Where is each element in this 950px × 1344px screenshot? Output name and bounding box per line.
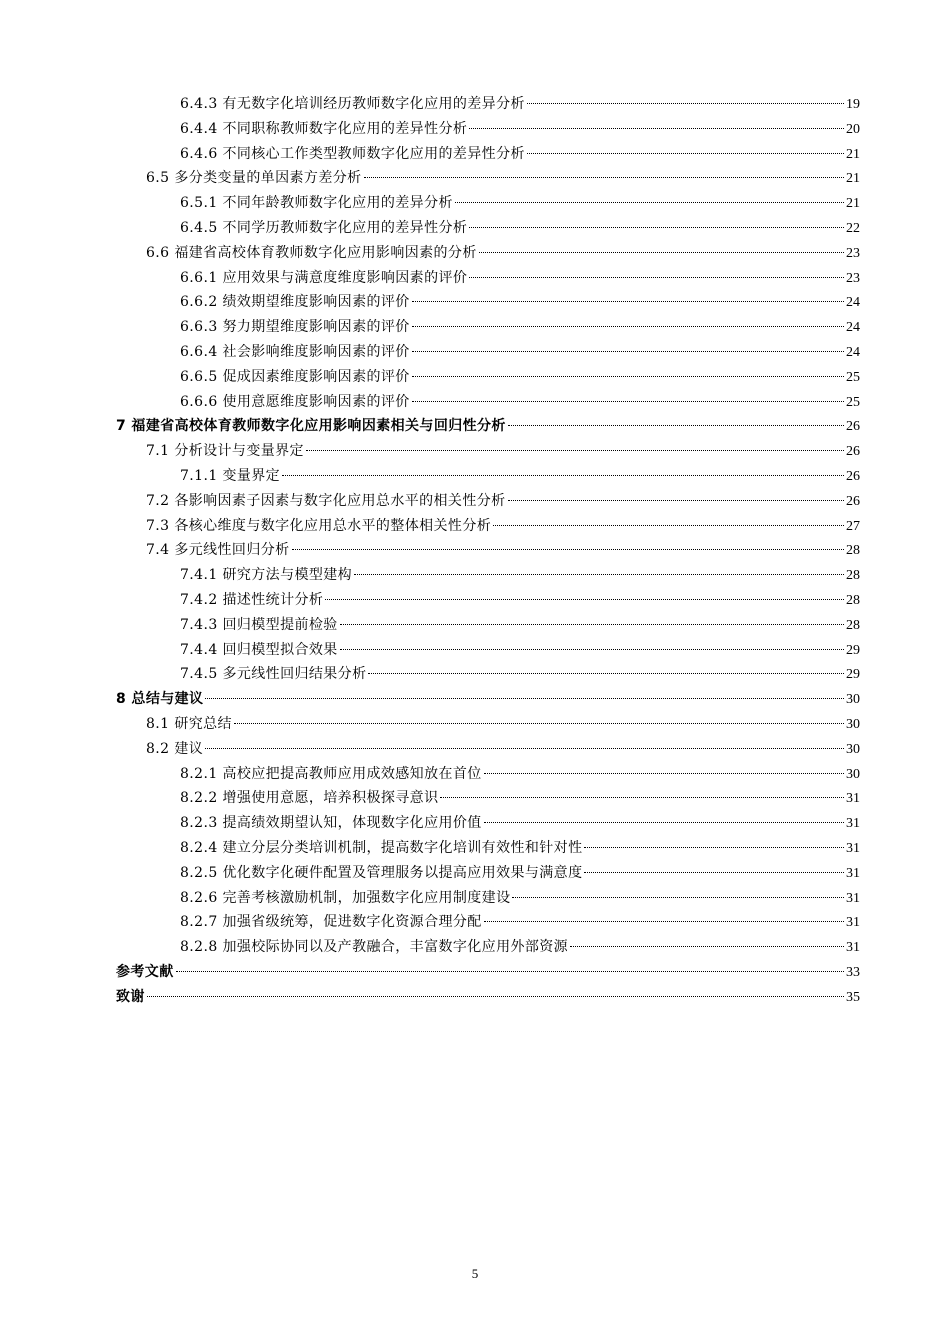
dot-leader <box>282 475 844 476</box>
dot-leader <box>508 425 844 426</box>
toc-entry-page: 20 <box>846 121 860 137</box>
toc-entry[interactable] <box>116 588 860 613</box>
toc-entry-title: 7 福建省高校体育教师数字化应用影响因素相关与回归性分析 <box>116 418 506 435</box>
toc-entry-page: 28 <box>846 592 860 608</box>
toc-entry[interactable] <box>116 762 860 787</box>
toc-entry-title: 7.2 各影响因素子因素与数字化应用总水平的相关性分析 <box>146 492 506 509</box>
toc-entry-title: 6.6.3 努力期望维度影响因素的评价 <box>180 319 410 336</box>
toc-entry-page: 24 <box>846 295 860 311</box>
dot-leader <box>527 153 844 154</box>
toc-entry[interactable] <box>116 861 860 886</box>
toc-entry[interactable] <box>116 191 860 216</box>
dot-leader <box>147 996 844 997</box>
dot-leader <box>364 177 844 178</box>
toc-entry-page: 28 <box>846 568 860 584</box>
toc-entry-title: 6.6.4 社会影响维度影响因素的评价 <box>180 343 410 360</box>
toc-entry-page: 31 <box>846 791 860 807</box>
toc-entry-title: 致谢 <box>116 988 145 1005</box>
toc-entry-page: 30 <box>846 766 860 782</box>
toc-entry[interactable] <box>116 786 860 811</box>
dot-leader <box>484 822 844 823</box>
toc-entry-title: 8 总结与建议 <box>116 691 204 708</box>
toc-entry-title: 6.6 福建省高校体育教师数字化应用影响因素的分析 <box>146 244 477 261</box>
toc-entry[interactable] <box>116 315 860 340</box>
toc-entry-page: 25 <box>846 369 860 385</box>
toc-entry[interactable] <box>116 340 860 365</box>
toc-entry-title: 8.2.2 增强使用意愿，培养积极探寻意识 <box>180 790 439 807</box>
toc-entry[interactable] <box>116 737 860 762</box>
toc-entry-title: 8.2.1 高校应把提高教师应用成效感知放在首位 <box>180 765 482 782</box>
toc-entry-page: 31 <box>846 890 860 906</box>
toc-entry[interactable] <box>116 886 860 911</box>
toc-entry-title: 7.4.5 多元线性回归结果分析 <box>180 666 367 683</box>
toc-entry-page: 30 <box>846 716 860 732</box>
toc-entry[interactable] <box>116 960 860 985</box>
toc-entry-title: 参考文献 <box>116 963 174 980</box>
toc-entry-page: 23 <box>846 270 860 286</box>
dot-leader <box>205 748 844 749</box>
toc-entry[interactable] <box>116 662 860 687</box>
toc-entry-title: 7.4.4 回归模型拟合效果 <box>180 641 338 658</box>
dot-leader <box>584 872 844 873</box>
dot-leader <box>469 277 844 278</box>
toc-entry[interactable] <box>116 538 860 563</box>
toc-entry-page: 29 <box>846 667 860 683</box>
page-number: 5 <box>471 1266 479 1281</box>
toc-entry-page: 35 <box>846 989 860 1005</box>
toc-entry-page: 28 <box>846 617 860 633</box>
toc-entry-page: 21 <box>846 196 860 212</box>
toc-entry[interactable] <box>116 613 860 638</box>
toc-entry[interactable] <box>116 836 860 861</box>
toc-entry[interactable] <box>116 811 860 836</box>
dot-leader <box>412 351 844 352</box>
toc-entry-title: 8.2.7 加强省级统筹，促进数字化资源合理分配 <box>180 914 482 931</box>
dot-leader <box>493 525 844 526</box>
dot-leader <box>292 549 844 550</box>
toc-entry-title: 6.4.5 不同学历教师数字化应用的差异性分析 <box>180 219 468 236</box>
toc-entry-title: 8.2 建议 <box>146 740 204 757</box>
toc-entry-page: 24 <box>846 344 860 360</box>
toc-entry[interactable] <box>116 266 860 291</box>
toc-entry-title: 8.2.3 提高绩效期望认知，体现数字化应用价值 <box>180 815 482 832</box>
toc-entry[interactable] <box>116 439 860 464</box>
toc-entry[interactable] <box>116 390 860 415</box>
toc-entry-page: 30 <box>846 692 860 708</box>
dot-leader <box>234 723 844 724</box>
dot-leader <box>455 202 844 203</box>
dot-leader <box>412 376 844 377</box>
dot-leader <box>306 450 844 451</box>
dot-leader <box>412 326 844 327</box>
dot-leader <box>469 128 844 129</box>
toc-entry[interactable] <box>116 935 860 960</box>
toc-entry[interactable] <box>116 910 860 935</box>
dot-leader <box>584 847 844 848</box>
dot-leader <box>479 252 844 253</box>
toc-entry[interactable] <box>116 117 860 142</box>
toc-entry[interactable] <box>116 985 860 1010</box>
dot-leader <box>527 103 844 104</box>
toc-entry-page: 31 <box>846 816 860 832</box>
toc-entry[interactable] <box>116 216 860 241</box>
dot-leader <box>325 599 844 600</box>
toc-entry[interactable] <box>116 489 860 514</box>
toc-entry[interactable] <box>116 464 860 489</box>
toc-entry-page: 26 <box>846 444 860 460</box>
toc-entry-title: 7.4 多元线性回归分析 <box>146 542 290 559</box>
toc-entry[interactable] <box>116 241 860 266</box>
toc-entry[interactable] <box>116 514 860 539</box>
toc-entry-page: 29 <box>846 642 860 658</box>
toc-entry[interactable] <box>116 638 860 663</box>
toc-entry[interactable] <box>116 712 860 737</box>
toc-entry-title: 6.5.1 不同年龄教师数字化应用的差异分析 <box>180 195 453 212</box>
toc-entry[interactable] <box>116 166 860 191</box>
dot-leader <box>340 649 844 650</box>
toc-entry[interactable] <box>116 365 860 390</box>
toc-entry-title: 8.1 研究总结 <box>146 715 232 732</box>
toc-entry[interactable] <box>116 414 860 439</box>
toc-entry[interactable] <box>116 142 860 167</box>
toc-entry-title: 8.2.5 优化数字化硬件配置及管理服务以提高应用效果与满意度 <box>180 864 583 881</box>
dot-leader <box>512 897 844 898</box>
toc-entry-page: 27 <box>846 518 860 534</box>
toc-entry-page: 31 <box>846 940 860 956</box>
toc-entry-page: 19 <box>846 97 860 112</box>
toc-entry[interactable] <box>116 92 860 117</box>
dot-leader <box>484 773 844 774</box>
toc-entry-title: 7.4.1 研究方法与模型建构 <box>180 567 353 584</box>
toc-entry-page: 30 <box>846 741 860 757</box>
dot-leader <box>440 797 844 798</box>
toc-entry-title: 6.4.3 有无数字化培训经历教师数字化应用的差异分析 <box>180 96 525 112</box>
toc-entry-page: 21 <box>846 146 860 162</box>
toc-entry-title: 6.6.2 绩效期望维度影响因素的评价 <box>180 294 410 311</box>
toc-entry-page: 31 <box>846 840 860 856</box>
dot-leader <box>412 401 844 402</box>
toc-entry-title: 7.4.3 回归模型提前检验 <box>180 616 338 633</box>
toc-entry-page: 28 <box>846 543 860 559</box>
dot-leader <box>484 921 844 922</box>
toc-entry-title: 6.5 多分类变量的单因素方差分析 <box>146 170 362 187</box>
dot-leader <box>508 500 844 501</box>
dot-leader <box>412 301 844 302</box>
toc-entry-page: 25 <box>846 394 860 410</box>
toc-entry-page: 31 <box>846 865 860 881</box>
toc-entry-title: 6.4.6 不同核心工作类型教师数字化应用的差异性分析 <box>180 145 525 162</box>
table-of-contents <box>116 92 860 1009</box>
toc-entry-page: 26 <box>846 493 860 509</box>
dot-leader <box>354 574 844 575</box>
toc-entry-page: 31 <box>846 915 860 931</box>
toc-entry-title: 7.1.1 变量界定 <box>180 467 281 484</box>
toc-entry-page: 22 <box>846 220 860 236</box>
toc-entry-page: 33 <box>846 964 860 980</box>
toc-entry-page: 26 <box>846 419 860 435</box>
dot-leader <box>340 624 844 625</box>
toc-entry-title: 8.2.8 加强校际协同以及产教融合，丰富数字化应用外部资源 <box>180 939 569 956</box>
toc-entry-title: 8.2.6 完善考核激励机制，加强数字化应用制度建设 <box>180 889 511 906</box>
toc-entry-title: 7.1 分析设计与变量界定 <box>146 443 304 460</box>
toc-entry-page: 23 <box>846 245 860 261</box>
dot-leader <box>205 698 844 699</box>
dot-leader <box>469 227 844 228</box>
dot-leader <box>570 946 844 947</box>
toc-entry-title: 6.6.5 促成因素维度影响因素的评价 <box>180 368 410 385</box>
toc-entry[interactable] <box>116 563 860 588</box>
toc-entry[interactable] <box>116 687 860 712</box>
toc-entry-title: 8.2.4 建立分层分类培训机制，提高数字化培训有效性和针对性 <box>180 839 583 856</box>
toc-entry-title: 7.4.2 描述性统计分析 <box>180 591 324 608</box>
toc-entry-page: 26 <box>846 468 860 484</box>
toc-entry-page: 21 <box>846 171 860 187</box>
toc-entry-title: 6.4.4 不同职称教师数字化应用的差异性分析 <box>180 120 468 137</box>
toc-entry-title: 6.6.1 应用效果与满意度维度影响因素的评价 <box>180 269 468 286</box>
toc-entry-page: 24 <box>846 320 860 336</box>
dot-leader <box>176 971 844 972</box>
toc-entry-title: 6.6.6 使用意愿维度影响因素的评价 <box>180 393 410 410</box>
toc-entry[interactable] <box>116 290 860 315</box>
dot-leader <box>368 673 844 674</box>
toc-entry-title: 7.3 各核心维度与数字化应用总水平的整体相关性分析 <box>146 517 492 534</box>
